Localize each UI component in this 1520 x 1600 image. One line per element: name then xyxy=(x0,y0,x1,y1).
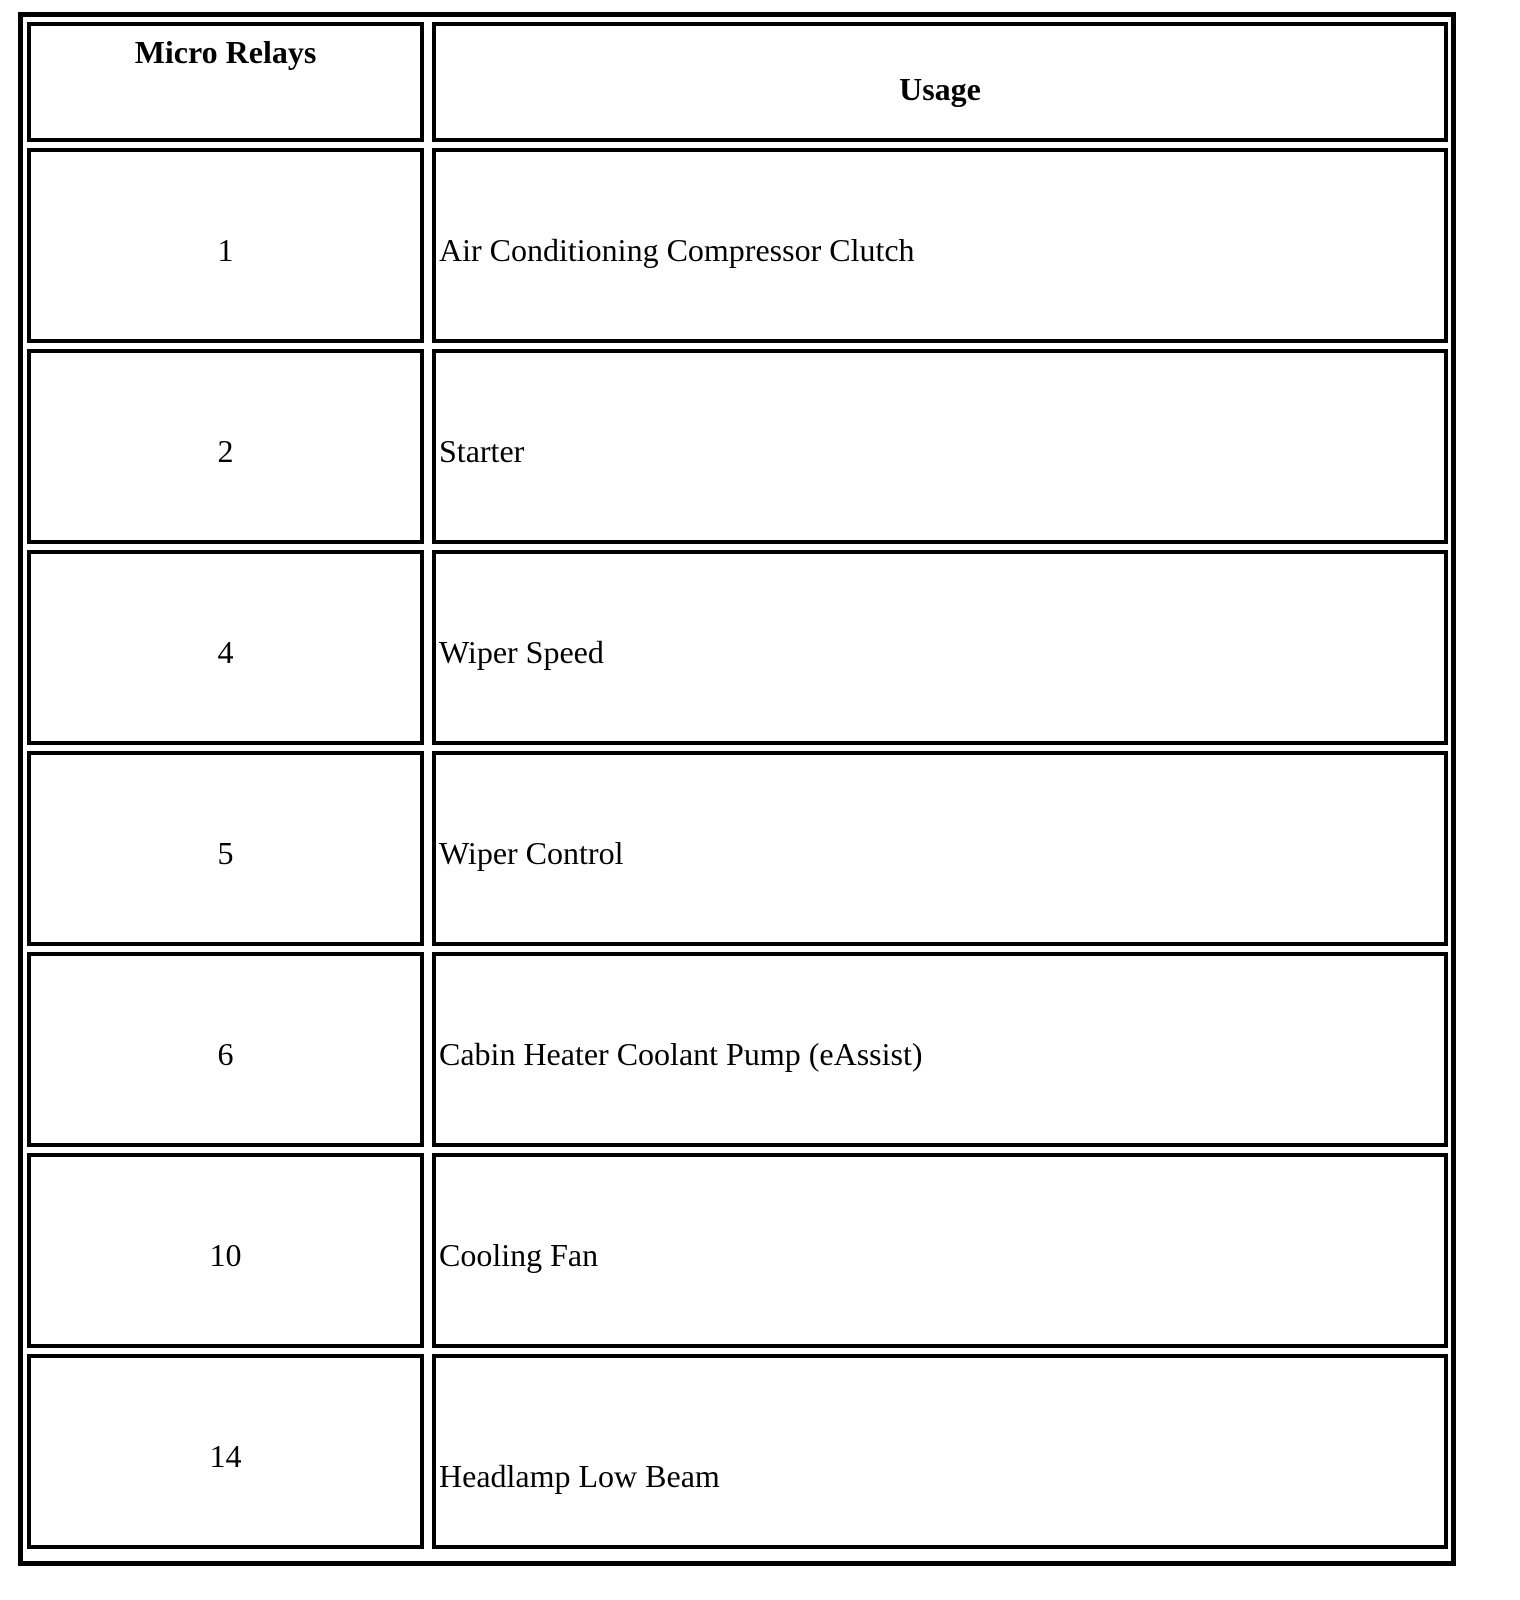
relay-usage: Air Conditioning Compressor Clutch xyxy=(439,232,915,268)
relay-number: 4 xyxy=(217,634,234,670)
header-cell-relay xyxy=(27,22,424,142)
relay-usage: Starter xyxy=(439,433,525,469)
relay-usage: Cooling Fan xyxy=(439,1237,599,1273)
header-cell-usage xyxy=(432,22,1448,142)
relay-number: 2 xyxy=(217,433,234,469)
table-row-relay-cell xyxy=(27,1354,424,1549)
table-row-relay-cell xyxy=(27,550,424,745)
table-row-usage-cell xyxy=(432,751,1448,946)
table-row-usage-cell xyxy=(432,1354,1448,1549)
relay-number: 10 xyxy=(209,1237,242,1273)
relay-usage: Wiper Control xyxy=(439,835,624,871)
relay-number: 1 xyxy=(217,232,234,268)
relay-number: 6 xyxy=(217,1036,234,1072)
table-row-usage-cell xyxy=(432,1153,1448,1348)
table-row-usage-cell xyxy=(432,952,1448,1147)
header-usage-label: Usage xyxy=(899,71,981,107)
table-row-relay-cell xyxy=(27,751,424,946)
header-relay-label: Micro Relays xyxy=(134,34,317,70)
table-row-usage-cell xyxy=(432,550,1448,745)
relay-number: 14 xyxy=(209,1438,242,1474)
table-row-relay-cell xyxy=(27,148,424,343)
table-row-relay-cell xyxy=(27,1153,424,1348)
table-row-relay-cell xyxy=(27,349,424,544)
table-row-relay-cell xyxy=(27,952,424,1147)
table-row-usage-cell xyxy=(432,148,1448,343)
relay-number: 5 xyxy=(217,835,234,871)
table-row-usage-cell xyxy=(432,349,1448,544)
relay-usage: Headlamp Low Beam xyxy=(439,1458,720,1494)
relay-usage: Wiper Speed xyxy=(439,634,604,670)
relay-usage: Cabin Heater Coolant Pump (eAssist) xyxy=(439,1036,923,1072)
